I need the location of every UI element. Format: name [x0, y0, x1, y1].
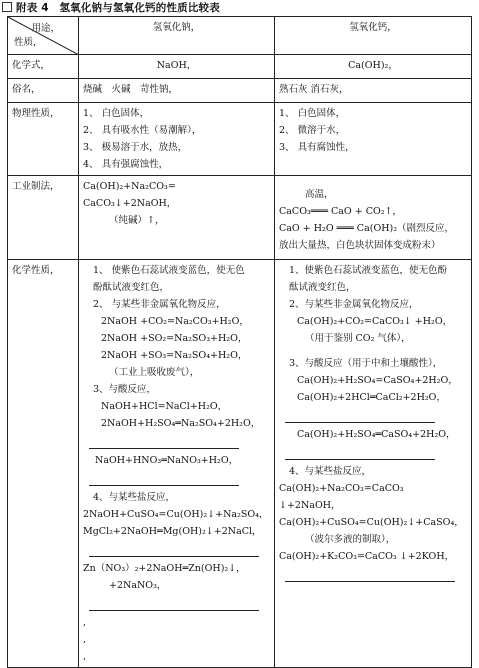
equation: Ca(OH)₂+Na₂CO₃=CaCO₃ ↓+2NaOH，	[279, 483, 404, 511]
row-label-chemical: 化学性质，	[8, 260, 79, 668]
common-name-naoh: 烧碱 火碱 苛性钠，	[79, 79, 275, 103]
section-title: 4、与某些盐反应，	[289, 466, 372, 477]
industrial-naoh	[79, 176, 275, 260]
col-header-caoh2: 氢氧化钙，	[275, 17, 472, 55]
row-label-formula: 化学式，	[8, 55, 79, 79]
equation-note: （用于鉴别 CO₂ 气体），	[305, 333, 411, 344]
equation: Ca(OH)₂+K₂CO₃=CaCO₃ ↓+2KOH，	[279, 551, 455, 562]
list-item: 3、 极易溶于水，放热，	[83, 142, 188, 153]
equation-note: （纯碱）↑，	[109, 215, 165, 226]
formula-caoh2: Ca(OH)₂，	[275, 55, 472, 79]
physical-caoh2	[275, 103, 472, 176]
list-item: 1、 白色固体，	[83, 108, 150, 119]
section-title: 3、与酸反应，	[93, 384, 157, 395]
section-title: 2、与某些非金属氧化物反应，	[289, 299, 419, 310]
equation: Ca(OH)₂+Na₂CO₃= CaCO₃↓+2NaOH，	[83, 181, 177, 209]
chemical-naoh	[79, 260, 275, 668]
blank-line	[285, 445, 435, 460]
text-line: 酚酞试液变红色，	[93, 282, 170, 293]
equation: CaCO₃═══ CaO + CO₂↑，	[279, 206, 403, 217]
row-physical	[8, 103, 472, 176]
list-item: 4、 具有强腐蚀性，	[83, 159, 169, 170]
equation: 2NaOH +SO₂=Na₂SO₃+H₂O，	[101, 333, 248, 344]
list-item: 3、 具有腐蚀性，	[279, 142, 355, 153]
row-label-physical: 物理性质，	[8, 103, 79, 176]
list-item: 1、 白色固体，	[279, 108, 346, 119]
trailing-mark: ,	[83, 651, 87, 662]
row-formula	[8, 55, 472, 79]
trailing-mark: ,	[83, 634, 87, 645]
equation-note: 放出大量热，白色块状固体变成粉末）	[279, 240, 441, 251]
blank-line	[89, 471, 239, 486]
equation: 2NaOH+CuSO₄=Cu(OH)₂↓+Na₂SO₄，	[83, 509, 269, 520]
text-line: 1、使紫色石蕊试液变蓝色，使无色酚	[289, 265, 448, 276]
section-title: 2、 与某些非金属氧化物反应，	[93, 299, 226, 310]
col-header-naoh: 氢氧化钠，	[79, 17, 275, 55]
condition-label: 高温，	[305, 189, 334, 200]
blank-line	[89, 434, 239, 449]
equation: NaOH+HCl=NaCl+H₂O，	[101, 401, 228, 412]
header-row	[8, 17, 472, 55]
text-line: 1、 使紫色石蕊试液变蓝色，使无色	[93, 265, 245, 276]
list-item: 2、 微溶于水，	[279, 125, 346, 136]
row-label-common-name: 俗名，	[8, 79, 79, 103]
equation: 2NaOH+H₂SO₄═Na₂SO₄+2H₂O，	[101, 418, 261, 429]
equation: Ca(OH)₂+2HCl═CaCl₂+2H₂O，	[297, 392, 446, 403]
equation: 2NaOH +CO₂=Na₂CO₃+H₂O，	[101, 316, 249, 327]
trailing-mark: ,	[83, 617, 87, 628]
table-title: 附表 4 氢氧化钠与氢氧化钙的性质比较表	[2, 1, 220, 15]
formula-naoh: NaOH，	[79, 55, 275, 79]
equation: Ca(OH)₂+H₂SO₄═CaSO₄+2H₂O，	[297, 429, 456, 440]
text-line: 酞试液变红色，	[289, 282, 356, 293]
blank-line	[89, 596, 259, 611]
row-industrial	[8, 176, 472, 260]
equation: Ca(OH)₂+CO₂=CaCO₃↓ +H₂O，	[297, 316, 453, 327]
equation: Ca(OH)₂+H₂SO₄=CaSO₄+2H₂O，	[297, 375, 458, 386]
blank-line	[89, 542, 259, 557]
equation: 2NaOH +SO₃=Na₂SO₄+H₂O，	[101, 350, 248, 361]
comparison-table	[7, 16, 472, 668]
property-label: 性质，	[14, 37, 43, 48]
header-diagonal-cell	[8, 17, 79, 55]
equation: CaO + H₂O ═══ Ca(OH)₂（剧烈反应，	[279, 223, 455, 234]
equation: Zn（NO₃）₂+2NaOH═Zn(OH)₂↓，	[83, 563, 246, 574]
equation: MgCl₂+2NaOH═Mg(OH)₂↓+2NaCl，	[83, 526, 262, 537]
equation-note: （波尔多液的制取），	[305, 534, 396, 545]
section-title: 3、与酸反应（用于中和土壤酸性），	[289, 358, 443, 369]
use-label: 用途，	[31, 23, 60, 34]
industrial-caoh2	[275, 176, 472, 260]
equation: Ca(OH)₂+CuSO₄=Cu(OH)₂↓+CaSO₄，	[279, 517, 464, 528]
blank-line	[285, 567, 455, 582]
row-label-industrial: 工业制法，	[8, 176, 79, 260]
equation-note: （工业上吸收废气），	[109, 367, 200, 378]
table-anchor-icon	[2, 2, 12, 12]
row-chemical	[8, 260, 472, 668]
list-item: 2、 具有吸水性（易潮解），	[83, 125, 202, 136]
equation: NaOH+HNO₃═NaNO₃+H₂O，	[95, 455, 239, 466]
equation: +2NaNO₃，	[109, 580, 167, 591]
physical-naoh	[79, 103, 275, 176]
blank-line	[285, 408, 435, 423]
row-common-name	[8, 79, 472, 103]
section-title: 4、与某些盐反应，	[93, 492, 176, 503]
chemical-caoh2	[275, 260, 472, 668]
common-name-caoh2: 熟石灰 消石灰，	[275, 79, 472, 103]
